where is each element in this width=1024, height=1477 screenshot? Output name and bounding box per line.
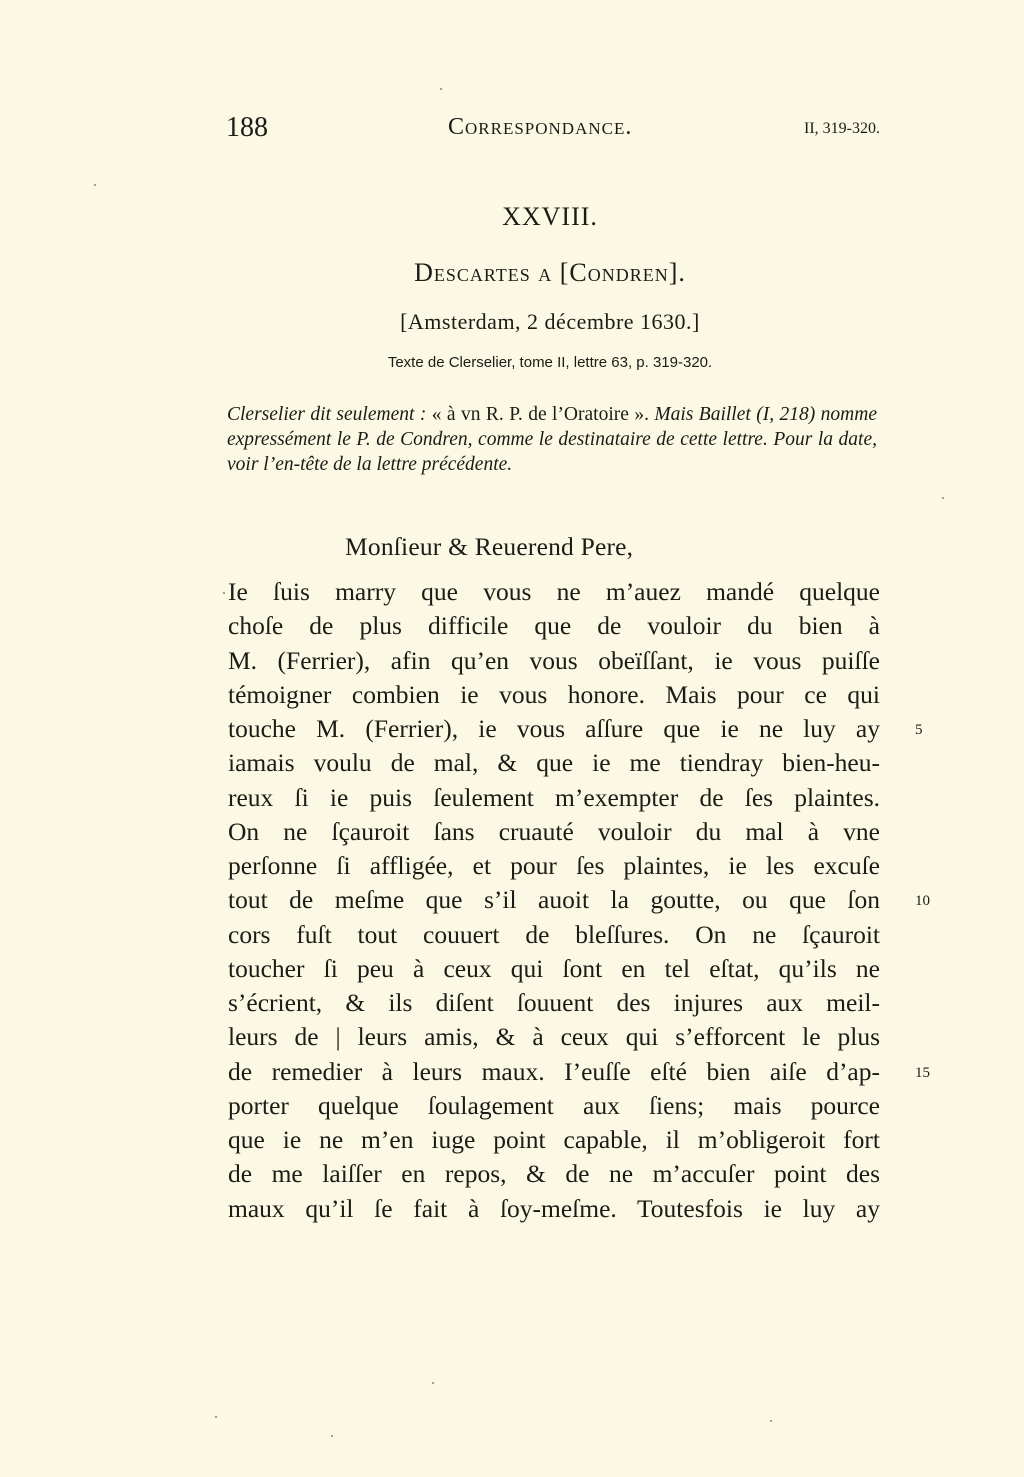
letter-line: iamais voulu de mal, & que ie me tiendray bien-heu- bbox=[228, 748, 880, 778]
salutation: Monſieur & Reuerend Pere, bbox=[345, 532, 634, 561]
scan-speck bbox=[440, 88, 442, 90]
scan-speck bbox=[215, 1416, 217, 1418]
letter-line: choſe de plus difficile que de vouloir du bien à bbox=[228, 611, 880, 641]
editor-note-part2: Mais Baillet (I, 218) nomme expressément le P. de Condren, comme le destinataire de cette lettre. Pour la date, voir l’en-tête de la lettre précédente. bbox=[227, 404, 877, 475]
letter-line: Ie ſuis marry que vous ne m’auez mandé quelque bbox=[228, 577, 880, 606]
scan-speck bbox=[432, 1382, 434, 1384]
letter-line: porter quelque ſoulagement aux ſiens; mais pource bbox=[228, 1090, 880, 1120]
scan-speck bbox=[223, 592, 225, 594]
letter-line: On ne ſçauroit ſans cruauté vouloir du mal à vne bbox=[228, 816, 880, 846]
letter-line: M. (Ferrier), afin qu’en vous obeïſſant, ie vous puiſſe bbox=[228, 645, 880, 675]
scan-speck bbox=[331, 1435, 333, 1437]
letter-line: leurs de | leurs amis, & à ceux qui s’efforcent le plus bbox=[228, 1022, 880, 1052]
scan-speck bbox=[770, 1420, 772, 1422]
letter-line: touche M. (Ferrier), ie vous aſſure que ie ne luy ay bbox=[228, 714, 880, 743]
running-title: Correspondance. bbox=[448, 114, 633, 140]
letter-date: [Amsterdam, 2 décembre 1630.] bbox=[400, 309, 700, 334]
page-reference: II, 319-320. bbox=[804, 120, 880, 137]
letter-line: cors fuſt tout couuert de bleſſures. On ne ſçauroit bbox=[228, 919, 880, 949]
line-number: 5 bbox=[915, 722, 923, 738]
running-head bbox=[226, 112, 882, 148]
letter-line: reux ſi ie puis ſeulement m’exempter de ſes plaintes. bbox=[228, 782, 880, 812]
letter-heading: Descartes a [Condren]. bbox=[414, 258, 686, 287]
letter-line: de me laiſſer en repos, & de ne m’accuſer point des bbox=[228, 1159, 880, 1189]
letter-line: perſonne ſi affligée, et pour ſes plaintes, ie les excuſe bbox=[228, 851, 880, 880]
page-number: 188 bbox=[226, 112, 268, 143]
letter-line: tout de meſme que s’il auoit la goutte, ou que ſon bbox=[228, 885, 880, 915]
letter-line: s’écrient, & ils diſent ſouuent des injures aux meil- bbox=[228, 988, 880, 1017]
letter-line: que ie ne m’en iuge point capable, il m’obligeroit fort bbox=[228, 1125, 880, 1154]
letter-line: témoigner combien ie vous honore. Mais pour ce qui bbox=[228, 679, 880, 709]
scan-speck bbox=[942, 497, 944, 499]
line-number: 15 bbox=[915, 1064, 930, 1081]
letter-line: toucher ſi peu à ceux qui ſont en tel eſtat, qu’ils ne bbox=[228, 953, 880, 983]
source-note: Texte de Clerselier, tome II, lettre 63, p. 319-320. bbox=[387, 354, 713, 371]
letter-line: maux qu’il ſe fait à ſoy-meſme. Toutesfois ie luy ay bbox=[228, 1193, 880, 1223]
letter-body bbox=[228, 575, 880, 1226]
scan-speck bbox=[94, 184, 96, 186]
editor-note-quote: « à vn R. P. de l’Oratoire ». bbox=[431, 404, 649, 425]
line-number: 10 bbox=[915, 893, 930, 910]
editor-note-part1: Clerselier dit seulement : bbox=[227, 404, 432, 425]
letter-line: de remedier à leurs maux. I’euſſe eſté bien aiſe d’ap- bbox=[228, 1056, 880, 1086]
letter-number: XXVIII. bbox=[502, 202, 598, 231]
editor-note bbox=[227, 402, 877, 477]
